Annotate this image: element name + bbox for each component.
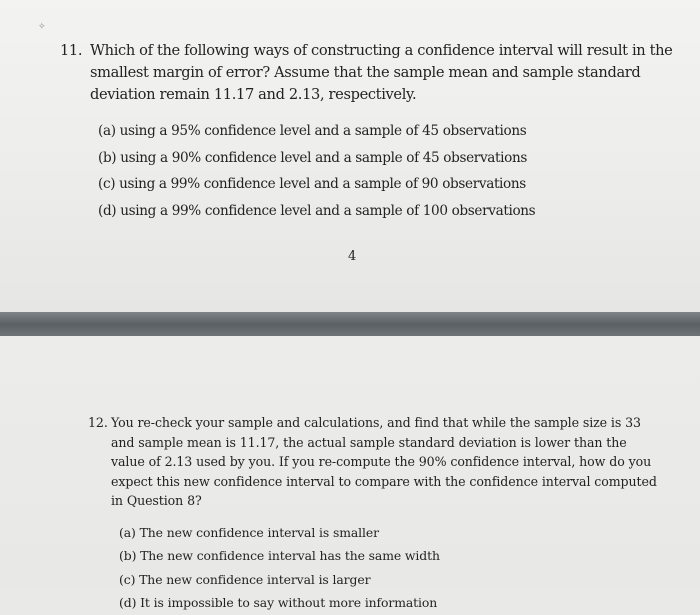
question-12-text: You re-check your sample and calculations, and find that while the sample size is 33 and sample mean is 11.17, the actual sample standard deviation is lower than the value of 2.13 used by you. If you re-compute the 90% confidence interval, how do you expect this new confidence interval to compare with the confidence interval computed in Question 8? [111, 415, 657, 508]
corner-mark-icon: ✧ [38, 22, 46, 32]
question-12-options [119, 521, 658, 615]
question-12-option-a: (a) The new confidence interval is smaller [119, 524, 379, 540]
question-12-option-c: (c) The new confidence interval is larger [119, 571, 371, 587]
question-11-text: Which of the following ways of constructing a confidence interval will result in the smallest margin of error? Assume that the sample mean and sample standard deviation remain 11.17 and 2.13, respectively. [90, 42, 673, 103]
question-11-option-d: (d) using a 99% confidence level and a sample of 100 observations [98, 202, 536, 219]
question-11-option-a: (a) using a 95% confidence level and a sample of 45 observations [98, 123, 527, 139]
page-number: 4 [348, 249, 357, 264]
page-divider [0, 312, 700, 336]
question-12-option-b: (b) The new confidence interval has the same width [119, 548, 440, 564]
question-11-number: 11. [60, 42, 83, 59]
question-11-option-b: (b) using a 90% confidence level and a sample of 45 observations [98, 149, 528, 166]
question-12 [88, 413, 658, 615]
question-11-options [98, 118, 680, 224]
question-11-option-c: (c) using a 99% confidence level and a sample of 90 observations [98, 176, 526, 192]
question-11 [60, 40, 680, 224]
question-12-number: 12. [88, 415, 108, 430]
question-12-option-d: (d) It is impossible to say without more information [119, 595, 438, 611]
